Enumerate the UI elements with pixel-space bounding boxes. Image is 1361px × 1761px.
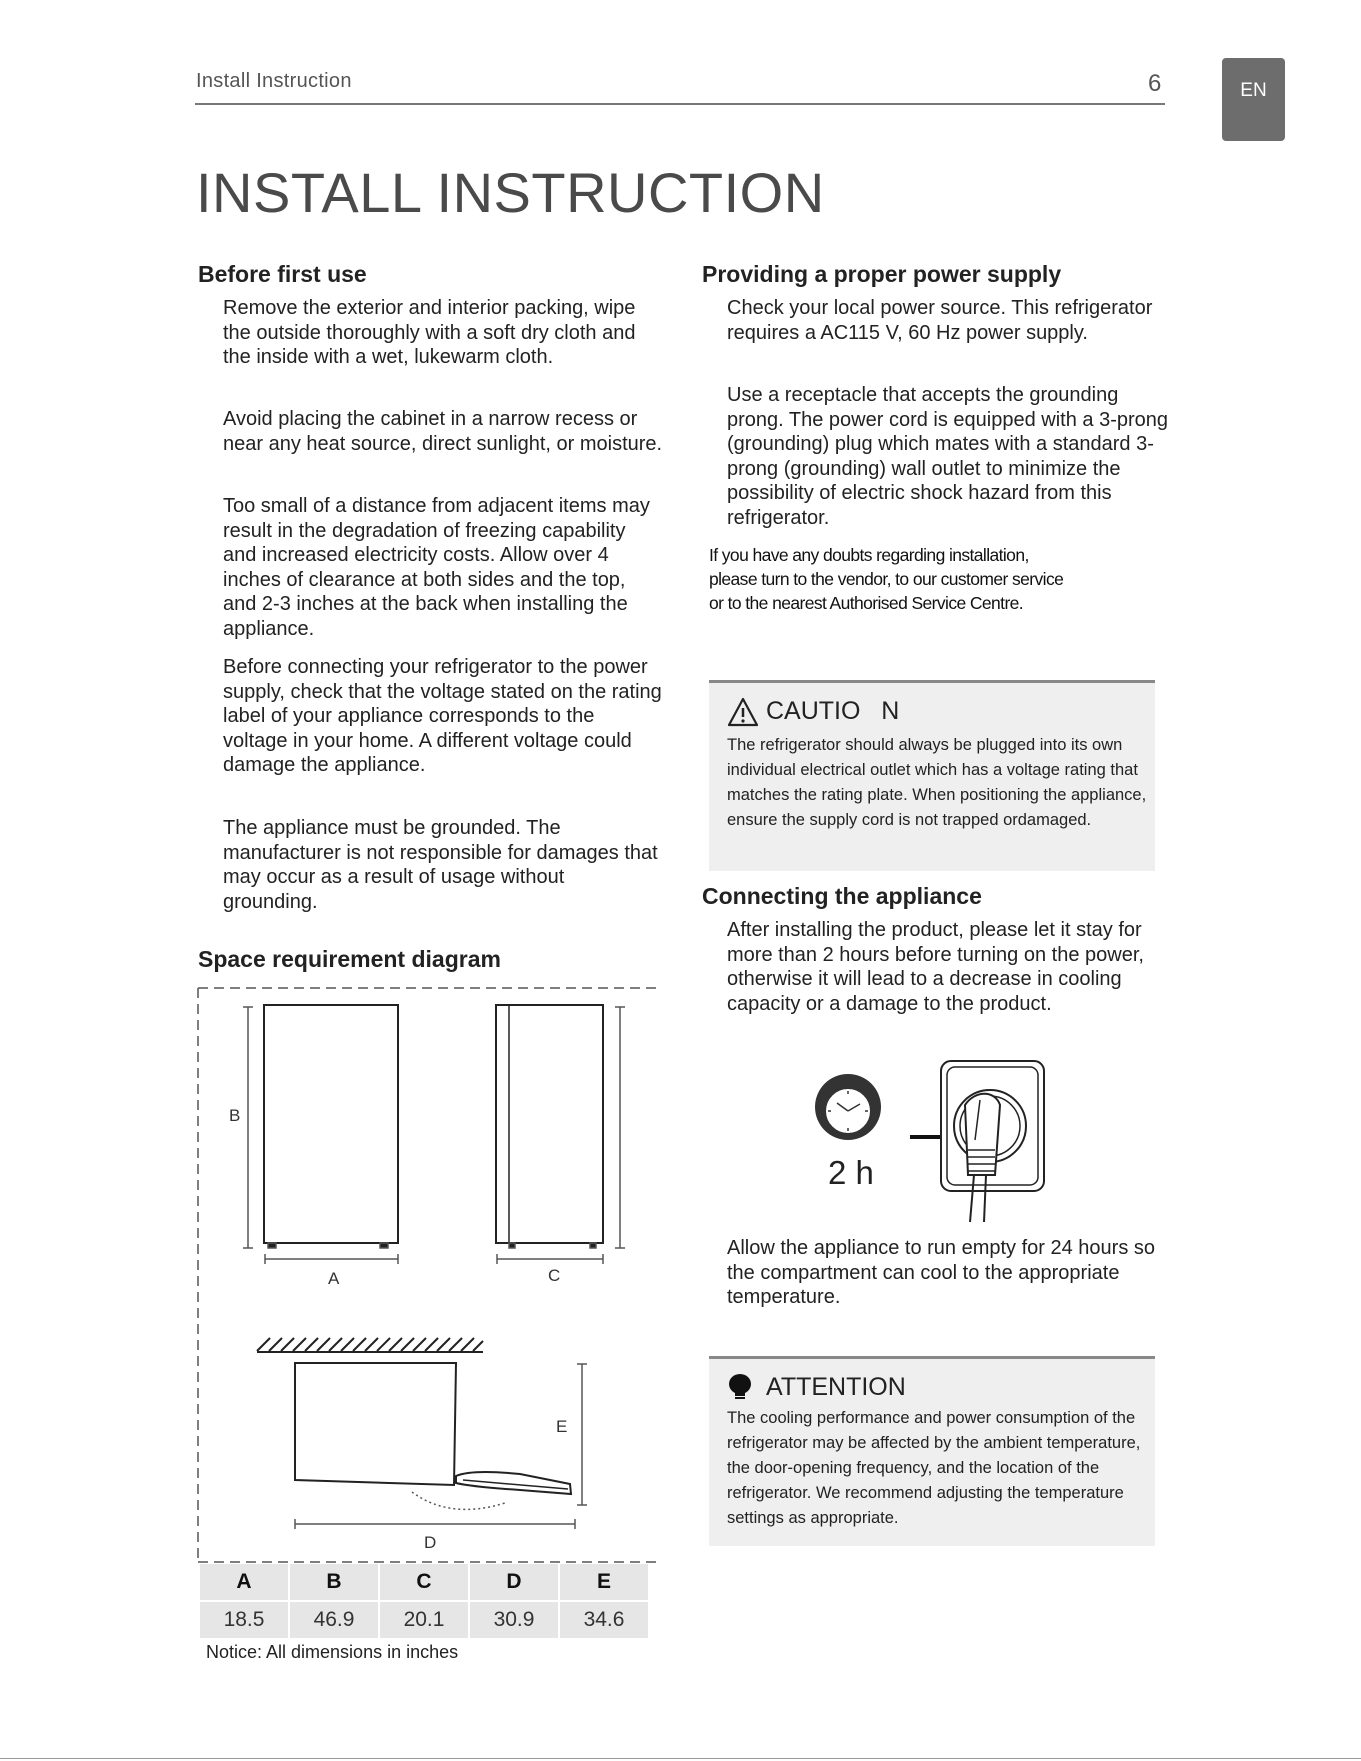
before-use-paragraph-5: The appliance must be grounded. The manufacturer is not responsible for damages that may occur as a result of usage without grounding.: [223, 817, 658, 913]
dimension-label-e: E: [556, 1417, 568, 1436]
before-use-paragraph-1: Remove the exterior and interior packing, wipe the outside thoroughly with a soft dry cloth and the inside with a wet, lukewarm cloth.: [223, 297, 636, 369]
header-section-label: Install Instruction: [196, 70, 352, 92]
dim-header-e: E: [560, 1564, 648, 1600]
dim-value-d: 30.9: [470, 1602, 558, 1638]
before-use-paragraph-4: Before connecting your refrigerator to the power supply, check that the voltage stated on the rating label of your appliance corresponds to the voltage in your home. A different voltage could damage the appliance.: [223, 656, 662, 777]
dimension-label-a: A: [328, 1269, 340, 1288]
dim-value-a: 18.5: [200, 1602, 288, 1638]
lightbulb-icon: [727, 1373, 753, 1403]
connecting-paragraph-1: After installing the product, please let it stay for more than 2 hours before turning on the power, otherwise it will lead to a decrease in cooling capacity or a damage to the product.: [727, 919, 1144, 1015]
caution-title: CAUTIO N: [766, 697, 900, 725]
dimension-label-d: D: [424, 1533, 437, 1552]
dimensions-notice: Notice: All dimensions in inches: [206, 1642, 459, 1662]
language-tab: EN: [1222, 58, 1285, 141]
before-use-paragraph-3: Too small of a distance from adjacent items may result in the degradation of freezing capability and increased electricity costs. Allow over 4 inches of clearance at both sides and the top, and 2-3 inches at the back when installing the appliance.: [223, 495, 650, 640]
page-number: 6: [1148, 70, 1162, 97]
attention-text: The cooling performance and power consumption of the refrigerator may be affected by the ambient temperature, the door-opening frequency, and the location of the refrigerator. We recommend adjusting the temperature settings as appropriate.: [727, 1409, 1141, 1527]
space-diagram-heading: Space requirement diagram: [198, 946, 501, 972]
dim-header-c: C: [380, 1564, 468, 1600]
before-first-use-heading: Before first use: [198, 261, 367, 287]
bottom-edge-line: [0, 1758, 1361, 1759]
dimension-label-c: C: [548, 1266, 561, 1285]
power-supply-heading: Providing a proper power supply: [702, 261, 1062, 287]
power-supply-paragraph-2: Use a receptacle that accepts the grounding prong. The power cord is equipped with a 3-prong (grounding) plug which mates with a standard 3-prong (grounding) wall outlet to minimize the possibility of electric shock hazard from this refrigerator.: [727, 384, 1169, 529]
wait-time-label: 2 h: [828, 1154, 874, 1191]
connecting-paragraph-2: Allow the appliance to run empty for 24 hours so the compartment can cool to the appropriate temperature.: [727, 1237, 1156, 1309]
dim-value-b: 46.9: [290, 1602, 378, 1638]
attention-title: ATTENTION: [766, 1373, 906, 1401]
connecting-heading: Connecting the appliance: [702, 883, 982, 909]
installation-doubts-note: If you have any doubts regarding installation, please turn to the vendor, to our customer service or to the nearest Authorised Service Centre.: [709, 545, 1064, 613]
dim-value-c: 20.1: [380, 1602, 468, 1638]
dim-header-b: B: [290, 1564, 378, 1600]
dimension-label-b: B: [229, 1106, 241, 1125]
dim-header-a: A: [200, 1564, 288, 1600]
dim-value-e: 34.6: [560, 1602, 648, 1638]
page-title: INSTALL INSTRUCTION: [196, 161, 825, 224]
power-supply-paragraph-1: Check your local power source. This refrigerator requires a AC115 V, 60 Hz power supply.: [727, 297, 1153, 344]
caution-text: The refrigerator should always be plugged into its own individual electrical outlet which has a voltage rating that matches the rating plate. When positioning the appliance, ensure the supply cord is not trapped ordamaged.: [727, 736, 1147, 829]
dim-header-d: D: [470, 1564, 558, 1600]
before-use-paragraph-2: Avoid placing the cabinet in a narrow recess or near any heat source, direct sunlight, or moisture.: [223, 408, 663, 455]
